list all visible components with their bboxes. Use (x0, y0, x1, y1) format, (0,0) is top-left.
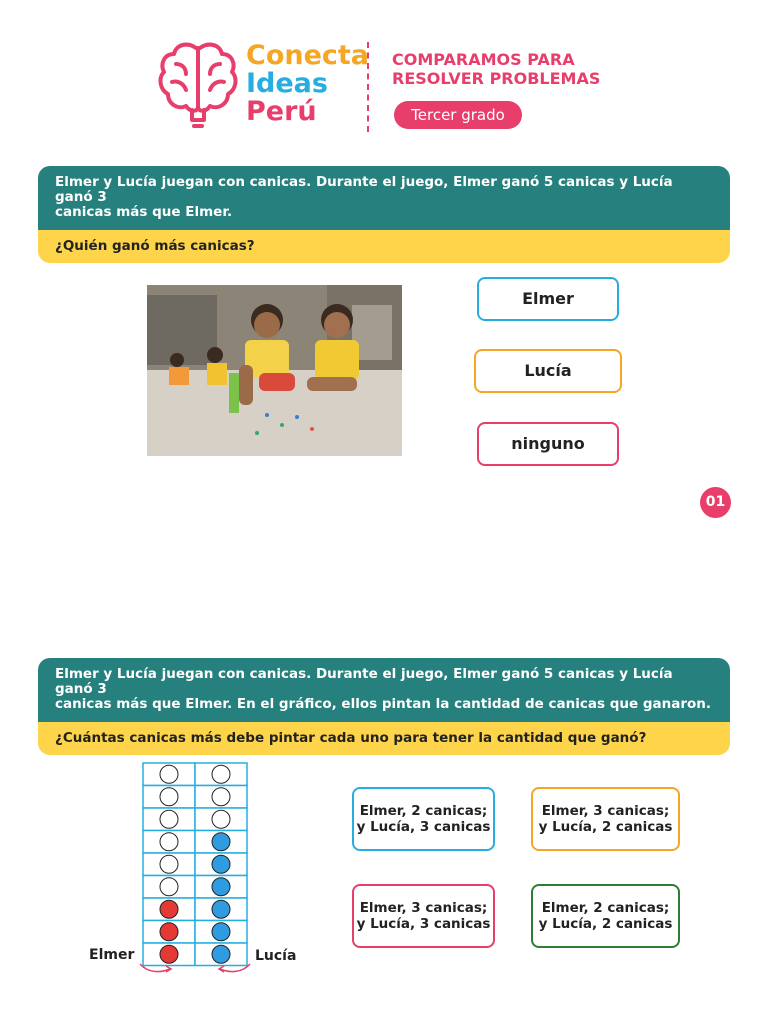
brand-line-peru: Perú (246, 96, 317, 127)
q2-option-c-line2: y Lucía, 3 canicas (356, 916, 491, 932)
q2-option-a-line1: Elmer, 2 canicas; (359, 803, 488, 819)
brand-wordmark (246, 42, 369, 126)
q2-statement-line2: canicas más que Elmer. En el gráfico, ellos pintan la cantidad de canicas que ganaron. (55, 696, 712, 712)
elmer-empty-marble[interactable] (160, 810, 178, 828)
lucia-painted-marble[interactable] (212, 855, 230, 873)
q2-question: ¿Cuántas canicas más debe pintar cada uno para tener la cantidad que ganó? (38, 722, 730, 755)
q2-statement-line1: Elmer y Lucía juegan con canicas. Durante el juego, Elmer ganó 5 canicas y Lucía ganó 3 (55, 666, 673, 697)
page-title (392, 50, 600, 88)
page-title-line2: RESOLVER PROBLEMAS (392, 69, 601, 88)
q2-option-d-line2: y Lucía, 2 canicas (538, 916, 673, 932)
q1-question: ¿Quién ganó más canicas? (38, 230, 730, 263)
lucia-painted-marble[interactable] (212, 900, 230, 918)
grade-badge: Tercer grado (394, 101, 522, 129)
lucia-empty-marble[interactable] (212, 765, 230, 783)
q1-option-elmer[interactable]: Elmer (477, 277, 619, 321)
elmer-empty-marble[interactable] (160, 855, 178, 873)
q2-option-a-line2: y Lucía, 3 canicas (356, 819, 491, 835)
children-playing-marbles-photo (147, 285, 402, 456)
q1-option-ninguno[interactable]: ninguno (477, 422, 619, 466)
lucia-painted-marble[interactable] (212, 878, 230, 896)
lucia-arrow-icon (216, 960, 252, 979)
q2-option-d-line1: Elmer, 2 canicas; (541, 900, 670, 916)
q2-banner (38, 658, 730, 755)
elmer-painted-marble[interactable] (160, 900, 178, 918)
marble-grid-svg (142, 762, 248, 968)
lucia-label: Lucía (255, 948, 297, 964)
q2-statement (38, 658, 730, 722)
elmer-empty-marble[interactable] (160, 878, 178, 896)
q1-statement (38, 166, 730, 230)
elmer-empty-marble[interactable] (160, 788, 178, 806)
elmer-label: Elmer (89, 947, 135, 963)
q2-option-a[interactable] (352, 787, 495, 851)
elmer-painted-marble[interactable] (160, 923, 178, 941)
lucia-painted-marble[interactable] (212, 833, 230, 851)
q2-option-b[interactable] (531, 787, 680, 851)
page-number-badge: 01 (700, 487, 731, 518)
q2-option-b-line2: y Lucía, 2 canicas (538, 819, 673, 835)
brain-logo-icon (158, 40, 238, 130)
q1-statement-line2: canicas más que Elmer. (55, 204, 233, 220)
elmer-arrow-icon (138, 960, 174, 979)
q2-option-d[interactable] (531, 884, 680, 948)
header-divider (367, 42, 369, 132)
lucia-empty-marble[interactable] (212, 810, 230, 828)
brand-line-conecta: Conecta (246, 40, 370, 71)
q1-banner (38, 166, 730, 263)
q1-option-lucia[interactable]: Lucía (474, 349, 622, 393)
q2-option-c[interactable] (352, 884, 495, 948)
elmer-empty-marble[interactable] (160, 833, 178, 851)
elmer-empty-marble[interactable] (160, 765, 178, 783)
page-title-line1: COMPARAMOS PARA (392, 50, 575, 69)
lucia-painted-marble[interactable] (212, 923, 230, 941)
brand-line-ideas: Ideas (246, 68, 328, 99)
q1-statement-line1: Elmer y Lucía juegan con canicas. Durante el juego, Elmer ganó 5 canicas y Lucía ganó 3 (55, 174, 673, 205)
q2-option-c-line1: Elmer, 3 canicas; (359, 900, 488, 916)
q2-option-b-line1: Elmer, 3 canicas; (541, 803, 670, 819)
lucia-empty-marble[interactable] (212, 788, 230, 806)
marble-grid (142, 762, 248, 972)
